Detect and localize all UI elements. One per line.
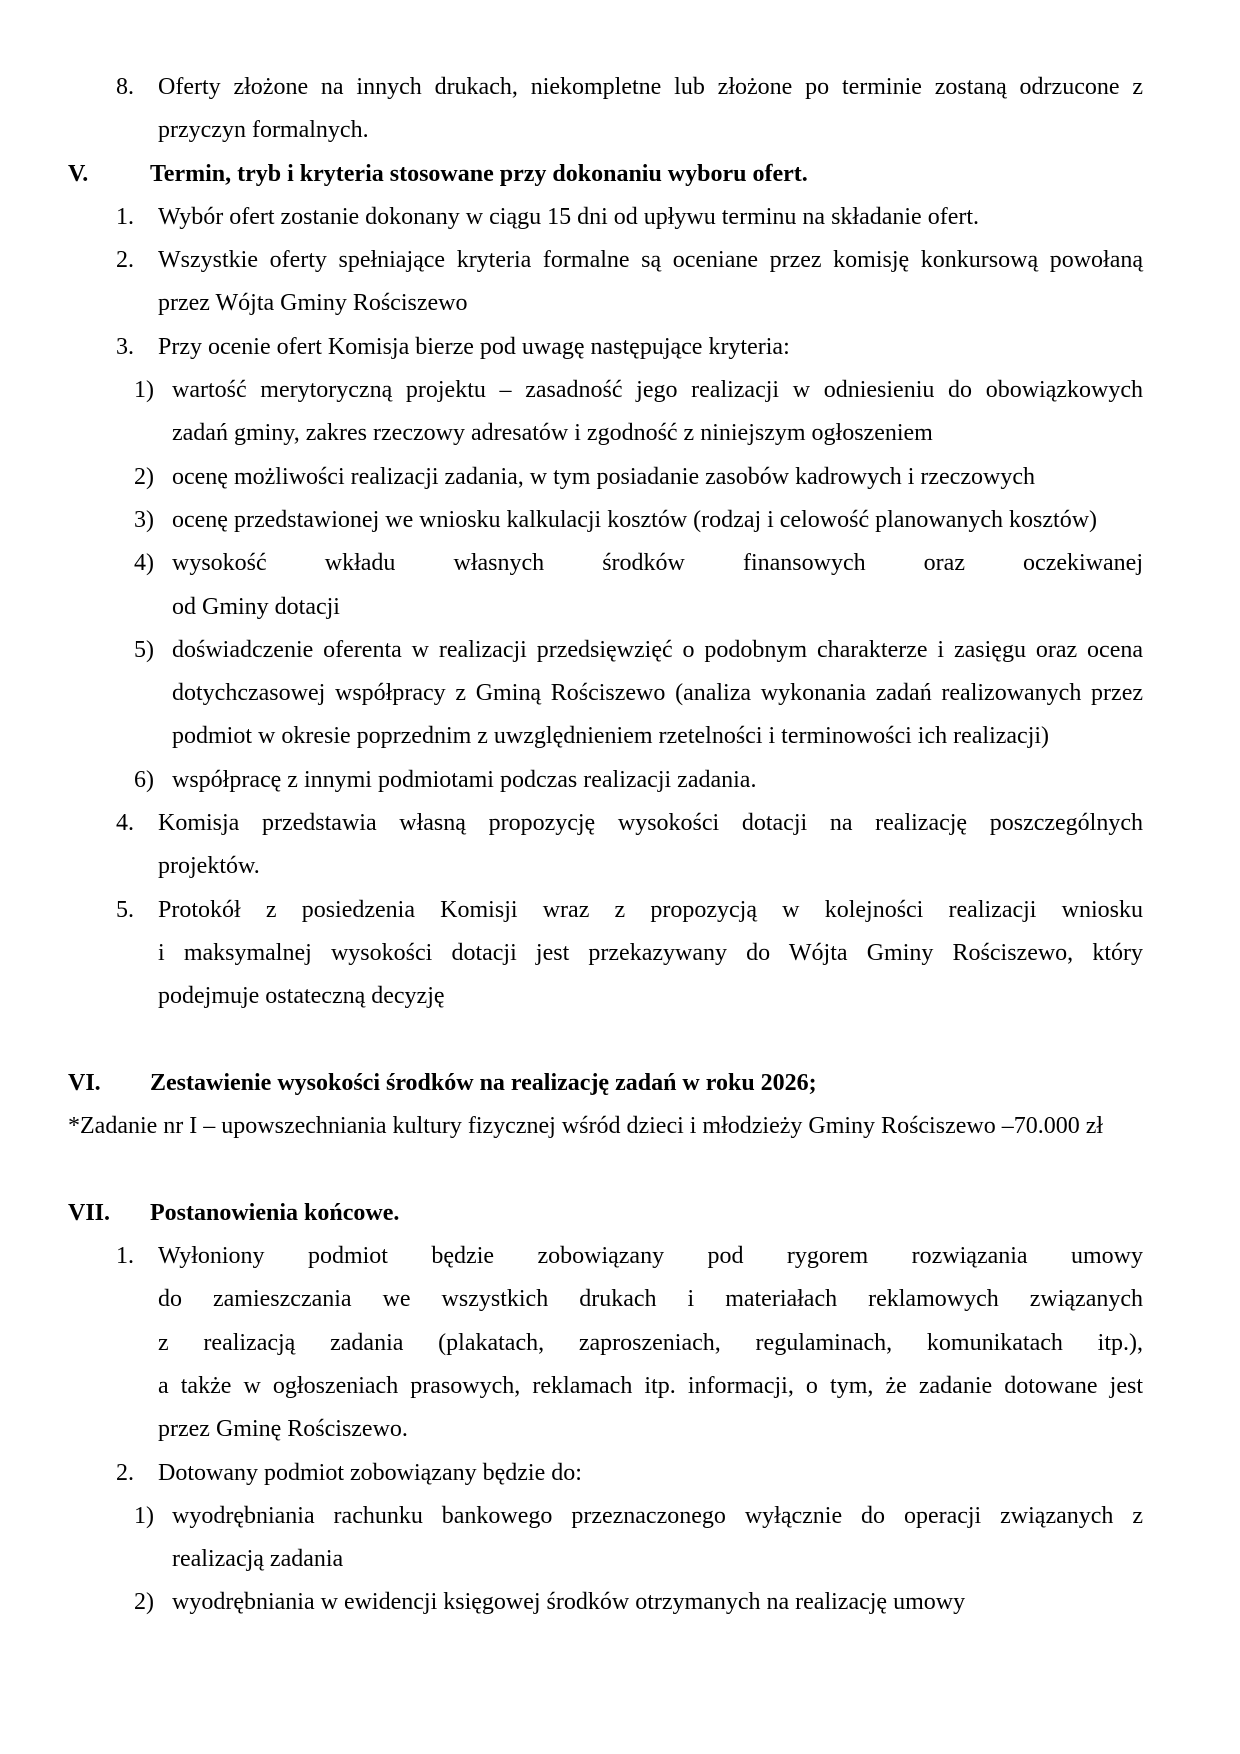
list-item-v5 xyxy=(68,889,1143,1019)
criterion-2 xyxy=(68,456,1143,499)
blank-line xyxy=(68,1148,1143,1191)
paragraph-text: wyodrębniania w ewidencji księgowej środków otrzymanych na realizację umowy xyxy=(172,1589,966,1616)
paragraph-line: przez Wójta Gminy Rościszewo xyxy=(158,290,468,317)
paragraph-line: zadań gminy, zakres rzeczowy adresatów i zgodność z niniejszym ogłoszeniem xyxy=(172,420,933,447)
paragraph-line xyxy=(116,1235,1143,1278)
list-item-v2 xyxy=(68,239,1143,326)
paragraph-line: podmiot w okresie poprzednim z uwzględnieniem rzetelności i terminowości ich realizacji) xyxy=(172,723,1050,750)
section-vi-numeral: VI. xyxy=(68,1069,101,1096)
paragraph-line: przyczyn formalnych. xyxy=(158,117,369,144)
task-funding-note: *Zadanie nr I – upowszechniania kultury fizycznej wśród dzieci i młodzieży Gminy Rościszewo –70.000 zł xyxy=(68,1113,1104,1140)
list-item-8 xyxy=(68,66,1143,153)
paragraph-text: ocenę przedstawionej we wniosku kalkulacji kosztów (rodzaj i celowość planowanych kosztów) xyxy=(172,506,1098,533)
paragraph-text: Oferty złożone na innych drukach, niekompletne lub złożone po terminie zostaną odrzucone z xyxy=(158,74,1143,100)
list-marker: 5. xyxy=(116,896,134,923)
section-v-heading xyxy=(68,153,1143,196)
paragraph-line: i maksymalnej wysokości dotacji jest przekazywany do Wójta Gminy Rościszewo, który xyxy=(158,939,1143,966)
blank-line xyxy=(68,1019,1143,1062)
paragraph-line xyxy=(116,326,1143,369)
section-vii-title: Postanowienia końcowe. xyxy=(150,1199,400,1226)
paragraph-text: Protokół z posiedzenia Komisji wraz z propozycją w kolejności realizacji wniosku xyxy=(158,896,1143,923)
paragraph-line xyxy=(116,66,1143,109)
list-item-v3 xyxy=(68,326,1143,369)
list-item-v1 xyxy=(68,196,1143,239)
list-marker: 4. xyxy=(116,810,134,837)
criterion-1 xyxy=(68,369,1143,456)
paragraph-line xyxy=(134,369,1143,412)
paragraph-line xyxy=(134,1495,1143,1538)
paragraph-line xyxy=(116,802,1143,845)
section-vii-heading xyxy=(68,1192,1143,1235)
paragraph-text: Przy ocenie ofert Komisja bierze pod uwagę następujące kryteria: xyxy=(158,333,790,360)
criterion-6 xyxy=(68,759,1143,802)
list-marker: 4) xyxy=(134,550,154,577)
section-vi-title: Zestawienie wysokości środków na realizację zadań w roku 2026; xyxy=(150,1069,817,1096)
list-marker: 1. xyxy=(116,1243,134,1270)
list-item-vii2 xyxy=(68,1452,1143,1495)
paragraph-line: od Gminy dotacji xyxy=(172,593,340,620)
criterion-5 xyxy=(68,629,1143,759)
paragraph-line xyxy=(116,889,1143,932)
list-marker: 2. xyxy=(116,247,134,274)
paragraph-text: Wyłoniony podmiot będzie zobowiązany pod rygorem rozwiązania umowy xyxy=(158,1243,1143,1270)
paragraph-line xyxy=(134,542,1143,585)
paragraph-text: wyodrębniania rachunku bankowego przeznaczonego wyłącznie do operacji związanych z xyxy=(172,1502,1143,1529)
paragraph-line: przez Gminę Rościszewo. xyxy=(158,1416,408,1443)
paragraph-text: doświadczenie oferenta w realizacji przedsięwzięć o podobnym charakterze i zasięgu oraz ocena xyxy=(172,636,1143,663)
list-marker: 5) xyxy=(134,636,154,663)
list-marker: 8. xyxy=(116,74,134,100)
paragraph-line xyxy=(116,196,1143,239)
obligation-1 xyxy=(68,1495,1143,1582)
list-item-v4 xyxy=(68,802,1143,889)
paragraph-line: realizacją zadania xyxy=(172,1546,344,1573)
list-marker: 1) xyxy=(134,377,154,404)
paragraph-line xyxy=(134,456,1143,499)
paragraph-line xyxy=(116,239,1143,282)
list-marker: 3. xyxy=(116,333,134,360)
paragraph-line xyxy=(134,1581,1143,1624)
criterion-4 xyxy=(68,542,1143,629)
paragraph-line: projektów. xyxy=(158,853,260,880)
paragraph-line: do zamieszczania we wszystkich drukach i materiałach reklamowych związanych xyxy=(158,1286,1143,1313)
list-marker: 2) xyxy=(134,1589,154,1616)
list-marker: 2. xyxy=(116,1459,134,1486)
paragraph-text: Dotowany podmiot zobowiązany będzie do: xyxy=(158,1459,582,1486)
list-marker: 1. xyxy=(116,203,134,230)
list-marker: 6) xyxy=(134,766,154,793)
paragraph-line: dotychczasowej współpracy z Gminą Rościszewo (analiza wykonania zadań realizowanych przez xyxy=(172,680,1143,707)
paragraph-line: z realizacją zadania (plakatach, zaproszeniach, regulaminach, komunikatach itp.), xyxy=(158,1329,1143,1356)
paragraph-line xyxy=(116,1452,1143,1495)
section-v-title: Termin, tryb i kryteria stosowane przy dokonaniu wyboru ofert. xyxy=(150,160,808,187)
list-marker: 2) xyxy=(134,463,154,490)
section-v-numeral: V. xyxy=(68,160,89,187)
section-vii-numeral: VII. xyxy=(68,1199,111,1226)
paragraph-text: ocenę możliwości realizacji zadania, w tym posiadanie zasobów kadrowych i rzeczowych xyxy=(172,463,1035,490)
paragraph-text: wartość merytoryczną projektu – zasadność jego realizacji w odniesieniu do obowiązkowych xyxy=(172,377,1143,404)
paragraph-line: podejmuje ostateczną decyzję xyxy=(158,983,445,1010)
obligation-2 xyxy=(68,1581,1143,1624)
paragraph-line xyxy=(134,499,1143,542)
section-vi-heading xyxy=(68,1062,1143,1105)
paragraph-text: Wybór ofert zostanie dokonany w ciągu 15 dni od upływu terminu na składanie ofert. xyxy=(158,203,980,230)
paragraph-line xyxy=(134,759,1143,802)
criterion-3 xyxy=(68,499,1143,542)
paragraph-line xyxy=(134,629,1143,672)
paragraph-text: Komisja przedstawia własną propozycję wysokości dotacji na realizację poszczególnych xyxy=(158,810,1143,837)
paragraph-text: Wszystkie oferty spełniające kryteria formalne są oceniane przez komisję konkursową powołaną xyxy=(158,247,1143,274)
list-item-vii1 xyxy=(68,1235,1143,1451)
list-marker: 3) xyxy=(134,506,154,533)
paragraph-line: a także w ogłoszeniach prasowych, reklamach itp. informacji, o tym, że zadanie dotowane jest xyxy=(158,1372,1143,1399)
paragraph-text: współpracę z innymi podmiotami podczas realizacji zadania. xyxy=(172,766,757,793)
paragraph-text: wysokość wkładu własnych środków finansowych oraz oczekiwanej xyxy=(172,550,1143,577)
list-marker: 1) xyxy=(134,1502,154,1529)
